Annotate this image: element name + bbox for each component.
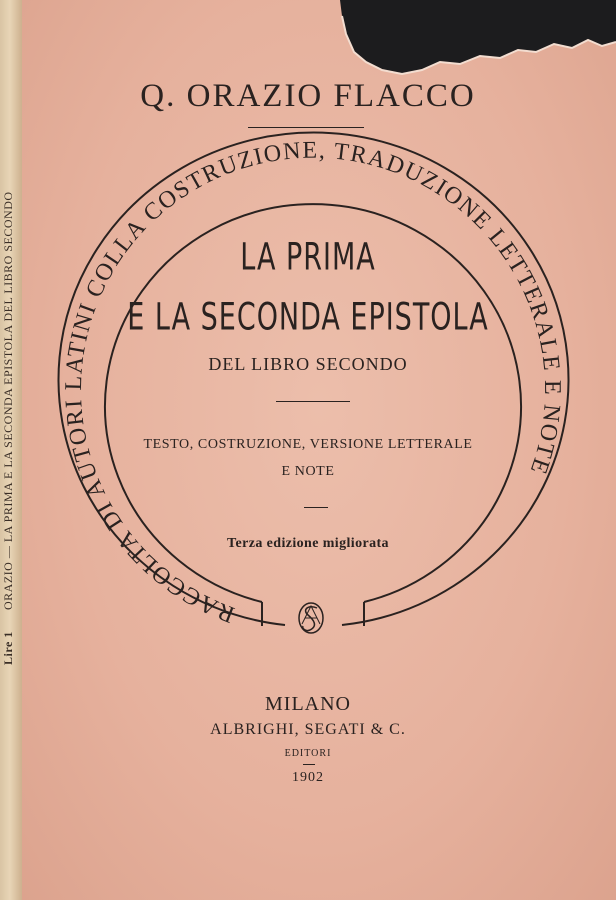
role-rule bbox=[303, 764, 315, 765]
title-line-2: E LA SECONDA EPISTOLA bbox=[127, 295, 489, 340]
contents-line-1: TESTO, COSTRUZIONE, VERSIONE LETTERALE bbox=[143, 437, 473, 452]
book-subtitle: DEL LIBRO SECONDO bbox=[208, 354, 408, 374]
publisher-role: EDITORI bbox=[284, 748, 332, 759]
publication-city: MILANO bbox=[265, 693, 351, 715]
publication-year: 1902 bbox=[292, 770, 324, 785]
subtitle-rule bbox=[276, 401, 350, 402]
author-name: Q. ORAZIO FLACCO bbox=[140, 78, 476, 114]
contents-line-2: E NOTE bbox=[281, 464, 335, 479]
spine-price: Lire 1 bbox=[1, 631, 15, 665]
publisher-name: ALBRIGHI, SEGATI & C. bbox=[210, 721, 406, 738]
publisher-monogram bbox=[296, 600, 326, 636]
series-ring-text: RACCOLTA DI AUTORI LATINI COLLA COSTRUZIONE, TRADUZIONE LETTERALE E NOTE bbox=[60, 137, 566, 628]
title-line-1: LA PRIMA bbox=[240, 235, 376, 280]
contents-rule bbox=[304, 507, 328, 508]
spine-title: ORAZIO — LA PRIMA E LA SECONDA EPISTOLA DEL LIBRO SECONDO bbox=[1, 191, 15, 610]
edition-note: Terza edizione migliorata bbox=[227, 536, 389, 551]
